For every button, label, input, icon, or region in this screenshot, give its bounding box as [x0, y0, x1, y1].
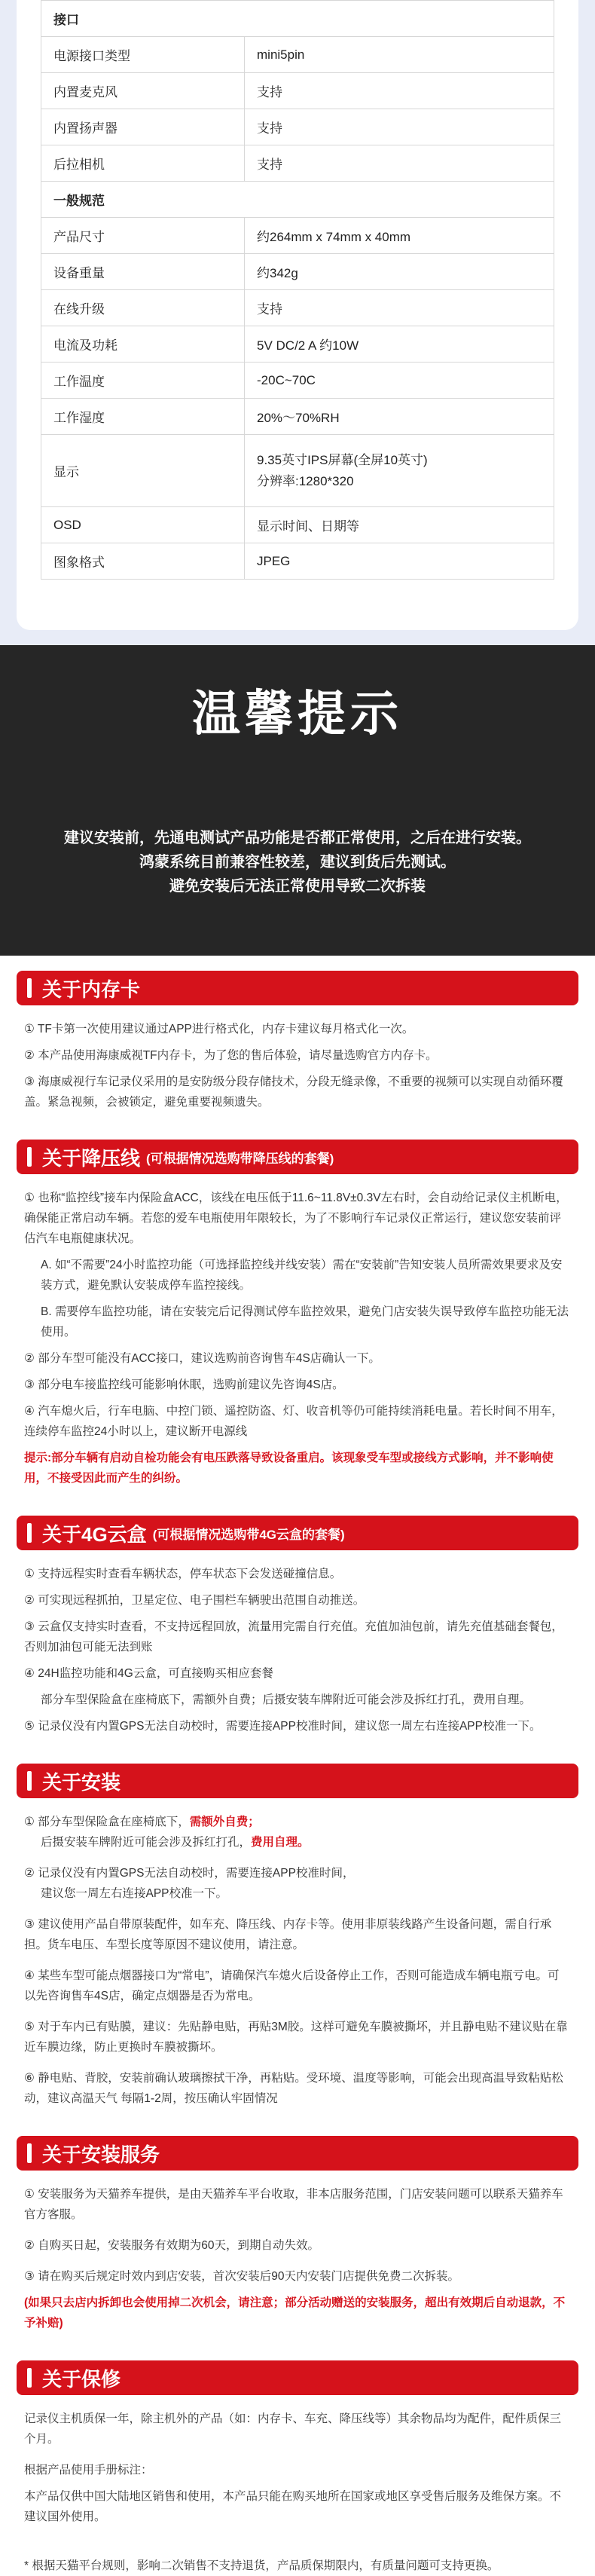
install-item-6: ⑥ 静电贴、背胶，安装前确认玻璃擦拭干净，再粘贴。受环境、温度等影响，可能会出现高温导致粘贴松动，建议高温天气 每隔1-2周，按压确认牢固情况: [24, 2072, 563, 2105]
install-item-1b-text: 后摄安装车牌附近可能会涉及拆红打孔，: [41, 1836, 252, 1849]
spec-value: 支持: [245, 109, 554, 145]
cloud-item-3: ③ 云盒仅支持实时查看，不支持远程回放，流量用完需自行充值。充值加油包前，请先充值基础套餐包，否则加油包可能无法到账: [24, 1620, 563, 1654]
install-item-2: [24, 1863, 571, 1904]
tips-title: 温馨提示: [192, 687, 403, 742]
install-item-1-text: ① 部分车型保险盒在座椅底下，: [24, 1816, 190, 1828]
spec-value: 支持: [245, 73, 554, 109]
install-item-1b-red: 费用自理。: [251, 1836, 310, 1849]
spec-key: 产品尺寸: [41, 218, 245, 254]
spec-group-title: 接口: [41, 1, 554, 37]
section-body-memory: [17, 1005, 578, 1124]
spec-row: [41, 290, 554, 326]
section-body-cloud: [17, 1550, 578, 1748]
hardwire-item-3: ③ 部分电车接监控线可能影响休眠，选购前建议先咨询4S店。: [24, 1378, 344, 1391]
header-bar-icon: [27, 1523, 32, 1543]
cloud-item-1: ① 支持远程实时查看车辆状态，停车状态下会发送碰撞信息。: [24, 1568, 342, 1580]
section-title: 关于4G云盒: [42, 1522, 147, 1546]
spec-row: [41, 145, 554, 182]
install-item-1-red: 需额外自费；: [189, 1816, 260, 1828]
header-bar-icon: [27, 1771, 32, 1791]
spec-group-title: 一般规范: [41, 182, 554, 218]
spec-row: [41, 507, 554, 543]
spec-value: 5V DC/2 A 约10W: [245, 326, 554, 363]
install-item-3: ③ 建议使用产品自带原装配件，如车充、降压线、内存卡等。使用非原装线路产生设备问题，需自行承担。货车电压、车型长度等原因不建议使用，请注意。: [24, 1918, 552, 1951]
spec-value-line: 分辨率:1280*320: [257, 473, 354, 488]
spec-row: [41, 37, 554, 73]
spec-key: 后拉相机: [41, 145, 245, 182]
section-header-memory: [17, 971, 578, 1005]
spec-key: 设备重量: [41, 254, 245, 290]
spec-key: 内置麦克风: [41, 73, 245, 109]
spec-row: [41, 109, 554, 145]
spec-row: [41, 363, 554, 399]
cloud-item-4a: 部分车型保险盒在座椅底下，需额外自费；后摄安装车牌附近可能会涉及拆红打孔，费用自理。: [41, 1693, 532, 1706]
spec-key: 图象格式: [41, 543, 245, 580]
memory-item-1: ① TF卡第一次使用建议通过APP进行格式化，内存卡建议每月格式化一次。: [24, 1023, 414, 1036]
header-bar-icon: [27, 978, 32, 998]
header-bar-icon: [27, 2143, 32, 2163]
section-header-service: [17, 2136, 578, 2171]
cloud-item-4: ④ 24H监控功能和4G云盒，可直接购买相应套餐: [24, 1667, 273, 1680]
hardwire-item-2: ② 部分车型可能没有ACC接口，建议选购前咨询售车4S店确认一下。: [24, 1352, 380, 1365]
spec-key: 内置扬声器: [41, 109, 245, 145]
section-title: 关于安装: [42, 1770, 121, 1794]
section-header-install: [17, 1764, 578, 1798]
warranty-item-3: 本产品仅供中国大陆地区销售和使用，本产品只能在购买地所在国家或地区享受售后服务及维保方案。不建议国外使用。: [24, 2490, 562, 2523]
hardwire-warning: 提示:部分车辆有启动自检功能会有电压跌落导致设备重启。该现象受车型或接线方式影响，并不影响使用，不接受因此而产生的纠纷。: [24, 1452, 554, 1485]
spec-value: [245, 435, 554, 507]
spec-value: 约342g: [245, 254, 554, 290]
spec-row: [41, 254, 554, 290]
spec-row: [41, 399, 554, 435]
tips-lines: [0, 826, 595, 898]
section-body-hardwire: [17, 1174, 578, 1501]
service-item-2: ② 自购买日起，安装服务有效期为60天，到期自动失效。: [24, 2239, 319, 2252]
hardwire-item-1b: B. 需要停车监控功能，请在安装完后记得测试停车监控效果，避免门店安装失误导致停车监控功能无法使用。: [41, 1305, 569, 1338]
hardwire-item-1: ① 也称“监控线”接车内保险盒ACC，该线在电压低于11.6~11.8V±0.3V左右时，会自动给记录仪主机断电，确保能正常启动车辆。若您的爱车电瓶使用年限较长，为了不影响行车记录仪正常运行，建议您安装前评估汽车电瓶健康状况。: [24, 1192, 568, 1245]
service-item-3: ③ 请在购买后规定时效内到店安装，首次安装后90天内安装门店提供免费二次拆装。: [24, 2270, 459, 2283]
spec-table: [41, 0, 554, 580]
spec-group-row: [41, 1, 554, 37]
hardwire-item-1a: A. 如“不需要”24小时监控功能（可选择监控线并线安装）需在“安装前”告知安装人员所需效果要求及安装方式，避免默认安装成停车监控接线。: [41, 1259, 563, 1292]
tips-line-1: 建议安装前，先通电测试产品功能是否都正常使用，之后在进行安装。: [64, 830, 531, 846]
section-title: 关于安装服务: [42, 2143, 160, 2166]
section-header-warranty: [17, 2360, 578, 2395]
memory-item-2: ② 本产品使用海康威视TF内存卡，为了您的售后体验，请尽量选购官方内存卡。: [24, 1049, 438, 1062]
section-subtitle: (可根据情况选购带4G云盒的套餐): [152, 1527, 345, 1542]
install-item-1: [24, 1812, 571, 1852]
service-item-1: ① 安装服务为天猫养车提供，是由天猫养车平台收取，非本店服务范围，门店安装问题可以联系天猫养车官方客服。: [24, 2188, 563, 2221]
spec-value-line: 9.35英寸IPS屏幕(全屏10英寸): [257, 452, 428, 467]
spec-row: [41, 543, 554, 580]
section-header-hardwire: [17, 1140, 578, 1174]
install-item-2b-text: 建议您一周左右连接APP校准一下。: [41, 1887, 228, 1900]
spec-section: [0, 0, 595, 645]
section-title: 关于保修: [42, 2367, 121, 2391]
tips-line-2: 鸿蒙系统目前兼容性较差，建议到货后先测试。: [139, 854, 456, 870]
warranty-item-1: 记录仪主机质保一年，除主机外的产品（如：内存卡、车充、降压线等）其余物品均为配件，配件质保三个月。: [24, 2412, 562, 2446]
section-body-service: [17, 2171, 578, 2345]
spec-row: [41, 218, 554, 254]
spec-card: [17, 0, 578, 630]
spec-key: 工作湿度: [41, 399, 245, 435]
spec-value: 显示时间、日期等: [245, 507, 554, 543]
footnote: * 根据天猫平台规则，影响二次销售不支持退货，产品质保期限内，有质量问题可支持更换。: [24, 2559, 499, 2572]
spec-key: 显示: [41, 435, 245, 507]
spec-key: 工作温度: [41, 363, 245, 399]
hardwire-item-4: ④ 汽车熄火后，行车电脑、中控门锁、遥控防盗、灯、收音机等仍可能持续消耗电量。若长时间不用车，连续停车监控24小时以上，建议断开电源线: [24, 1405, 563, 1438]
section-subtitle: (可根据情况选购带降压线的套餐): [146, 1151, 334, 1166]
spec-key: OSD: [41, 507, 245, 543]
header-bar-icon: [27, 1147, 32, 1167]
section-body-warranty: [17, 2395, 578, 2539]
spec-value: JPEG: [245, 543, 554, 580]
warm-tips-banner: [0, 645, 595, 956]
warranty-item-2: 根据产品使用手册标注：: [24, 2464, 153, 2477]
spec-value: -20C~70C: [245, 363, 554, 399]
install-item-5: ⑤ 对于车内已有贴膜，建议：先贴静电贴，再贴3M胶。这样可避免车膜被撕坏，并且静电贴不建议贴在靠近车膜边缘，防止更换时车膜被撕坏。: [24, 2021, 568, 2054]
section-body-install: [17, 1798, 578, 2121]
spec-row: [41, 326, 554, 363]
spec-value: 支持: [245, 290, 554, 326]
cloud-item-2: ② 可实现远程抓拍，卫星定位、电子围栏车辆驶出范围自动推送。: [24, 1594, 365, 1607]
spec-row: [41, 73, 554, 109]
section-title: 关于降压线: [42, 1146, 141, 1170]
spec-key: 在线升级: [41, 290, 245, 326]
spec-value: 约264mm x 74mm x 40mm: [245, 218, 554, 254]
install-item-2-text: ② 记录仪没有内置GPS无法自动校时，需要连接APP校准时间，: [24, 1867, 355, 1880]
spec-key: 电源接口类型: [41, 37, 245, 73]
spec-key: 电流及功耗: [41, 326, 245, 363]
spec-value: 20%～70%RH: [245, 399, 554, 435]
notice-sections: [0, 971, 595, 2539]
memory-item-3: ③ 海康威视行车记录仪采用的是安防级分段存储技术，分段无缝录像，不重要的视频可以实现自动循环覆盖。紧急视频，会被锁定，避免重要视频遗失。: [24, 1075, 563, 1109]
cloud-item-5: ⑤ 记录仪没有内置GPS无法自动校时，需要连接APP校准时间，建议您一周左右连接APP校准一下。: [24, 1720, 542, 1733]
spec-value: mini5pin: [245, 37, 554, 73]
spec-group-row: [41, 182, 554, 218]
service-item-3-note: (如果只去店内拆卸也会使用掉二次机会，请注意；部分活动赠送的安装服务，超出有效期后自动退款，不予补赔): [24, 2296, 566, 2330]
section-title: 关于内存卡: [42, 977, 141, 1001]
install-item-4: ④ 某些车型可能点烟器接口为“常电”，请确保汽车熄火后设备停止工作，否则可能造成车辆电瓶亏电。可以先咨询售车4S店，确定点烟器是否为常电。: [24, 1969, 560, 2002]
spec-row: [41, 435, 554, 507]
section-header-cloud: [17, 1516, 578, 1550]
header-bar-icon: [27, 2368, 32, 2388]
spec-value: 支持: [245, 145, 554, 182]
tips-line-3: 避免安装后无法正常使用导致二次拆装: [169, 878, 426, 895]
